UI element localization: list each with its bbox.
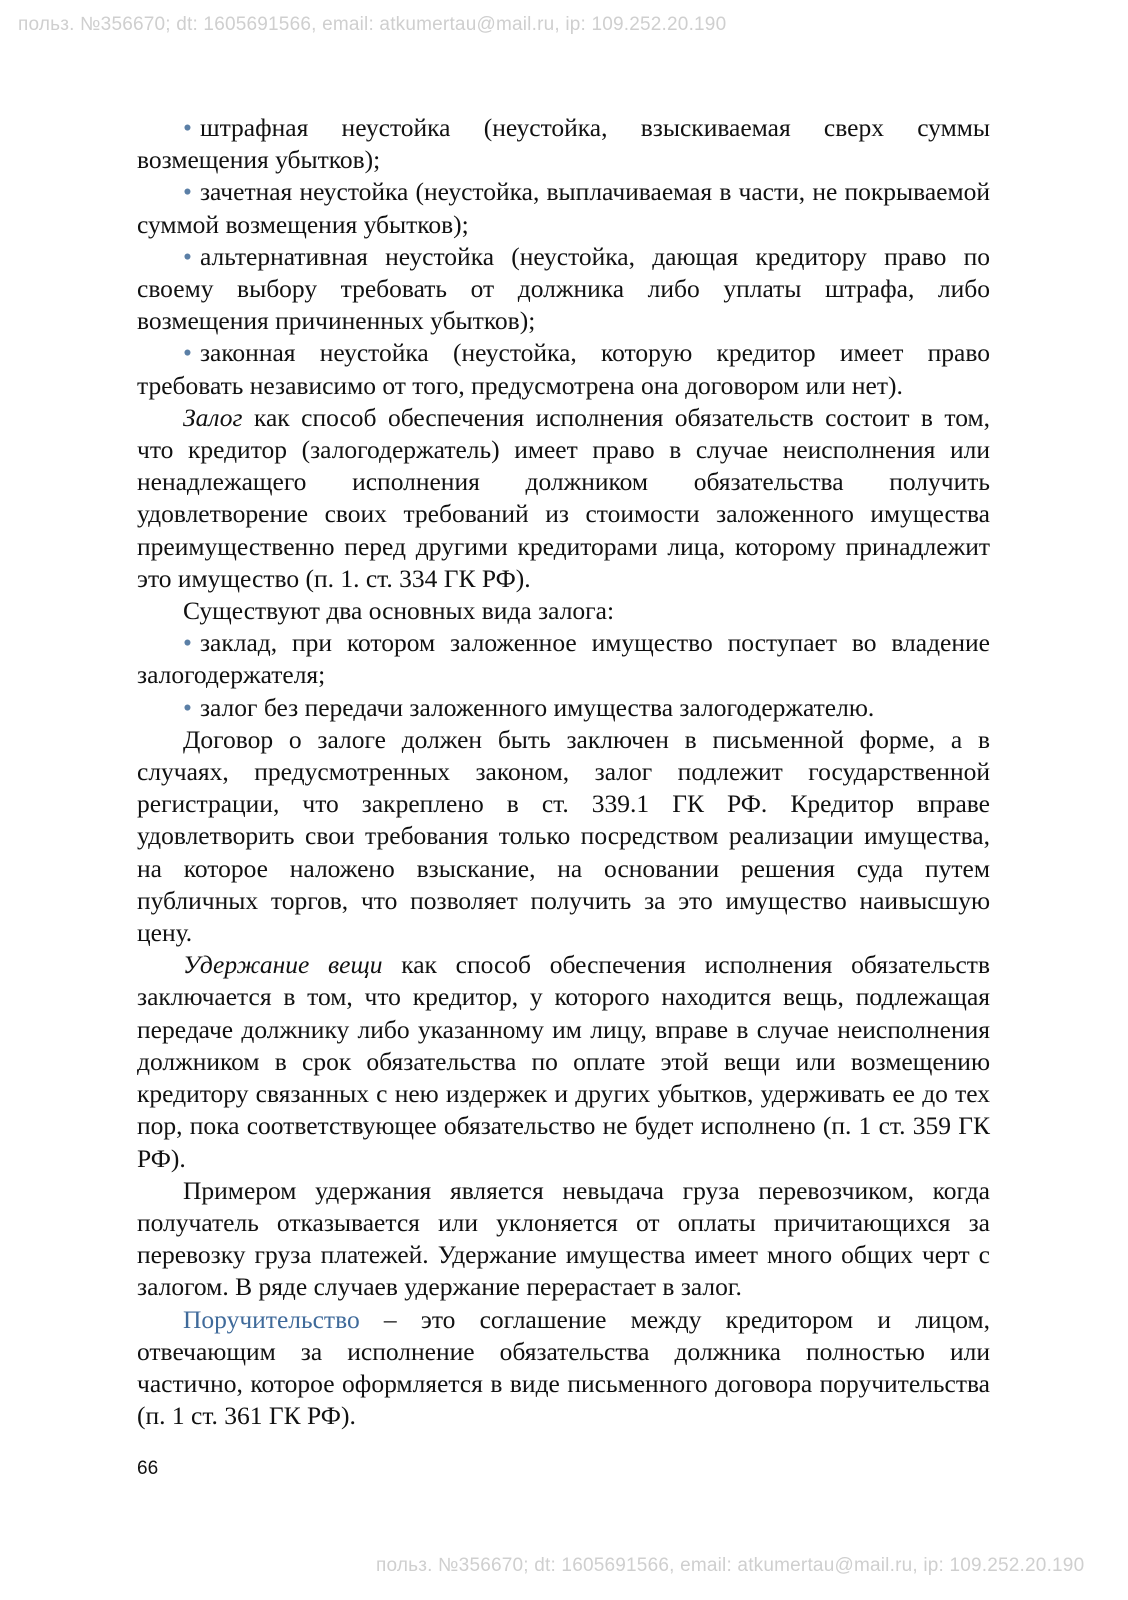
- bullet-icon: •: [183, 628, 192, 658]
- paragraph-text: – это соглашение между кредитором и лицом, отвечающим за исполнение обязательства должника полностью или частично, которое оформляется в виде письменного договора поручительства (п. 1 ст. 361 ГК РФ).: [137, 1304, 990, 1431]
- page-body: [137, 112, 990, 1432]
- bullet-item: [137, 241, 990, 338]
- bullet-text: альтернативная неустойка (неустойка, дающая кредитору право по своему выбору требовать от должника либо уплаты штрафа, либо возмещения причиненных убытков);: [137, 241, 990, 336]
- paragraph-pledge-contract: Договор о залоге должен быть заключен в письменной форме, а в случаях, предусмотренных законом, залог подлежит государственной регистрации, что закреплено в ст. 339.1 ГК РФ. Кредитор вправе удовлетворить свои требования только посредством реализации имущества, на которое наложено взыскание, на основании решения суда путем публичных торгов, что позволяет получить за это имущество наивысшую цену.: [137, 724, 990, 948]
- bullet-item: [137, 692, 990, 724]
- bullet-text: залог без передачи заложенного имущества залогодержателю.: [199, 692, 875, 722]
- bullet-text: штрафная неустойка (неустойка, взыскиваемая сверх суммы возмещения убытков);: [137, 113, 990, 175]
- paragraph-retention: [137, 949, 990, 1174]
- paragraph-text: как способ обеспечения исполнения обязательств заключается в том, что кредитор, у которого находится вещь, подлежащая передаче должнику либо указанному им лицу, вправе в случае неисполнения должником в срок обязательства по оплате этой вещи или возмещению кредитору связанных с нею издержек и других убытков, удерживать ее до тех пор, пока соответствующее обязательство не будет исполнено (п. 1 ст. 359 ГК РФ).: [137, 950, 990, 1173]
- bullet-text: заклад, при котором заложенное имущество поступает во владение залогодержателя;: [137, 628, 990, 690]
- bullet-icon: •: [183, 338, 192, 368]
- page-number: 66: [137, 1458, 159, 1479]
- bullet-item: [137, 337, 990, 401]
- bullet-text: законная неустойка (неустойка, которую кредитор имеет право требовать независимо от того, предусмотрена она договором или нет).: [137, 338, 990, 400]
- paragraph-pledge-types-intro: Существуют два основных вида залога:: [183, 596, 615, 626]
- paragraph-surety: [137, 1304, 990, 1433]
- watermark-top: польз. №356670; dt: 1605691566, email: atkumertau@mail.ru, ip: 109.252.20.190: [18, 14, 727, 35]
- watermark-bottom: польз. №356670; dt: 1605691566, email: atkumertau@mail.ru, ip: 109.252.20.190: [376, 1555, 1085, 1576]
- term-retention: Удержание вещи: [183, 950, 383, 980]
- bullet-icon: •: [183, 177, 192, 207]
- bullet-item: [137, 112, 990, 176]
- bullet-item: [137, 176, 990, 240]
- term-surety: Поручительство: [183, 1304, 360, 1334]
- paragraph-pledge: [137, 402, 990, 595]
- paragraph-text: как способ обеспечения исполнения обязательств состоит в том, что кредитор (залогодержатель) имеет право в случае неисполнения или ненадлежащего исполнения должником обязательства получить удовлетворение своих требований из стоимости заложенного имущества преимущественно перед другими кредиторами лица, которому принадлежит это имущество (п. 1. ст. 334 ГК РФ).: [137, 402, 990, 593]
- paragraph-retention-example: Примером удержания является невыдача груза перевозчиком, когда получатель отказывается или уклоняется от оплаты причитающихся за перевозку груза платежей. Удержание имущества имеет много общих черт с залогом. В ряде случаев удержание перерастает в залог.: [137, 1175, 990, 1302]
- bullet-item: [137, 627, 990, 691]
- bullet-text: зачетная неустойка (неустойка, выплачиваемая в части, не покрываемой суммой возмещения убытков);: [137, 177, 990, 239]
- term-pledge: Залог: [183, 402, 243, 432]
- bullet-icon: •: [183, 113, 192, 142]
- bullet-icon: •: [183, 692, 192, 722]
- bullet-icon: •: [183, 241, 192, 271]
